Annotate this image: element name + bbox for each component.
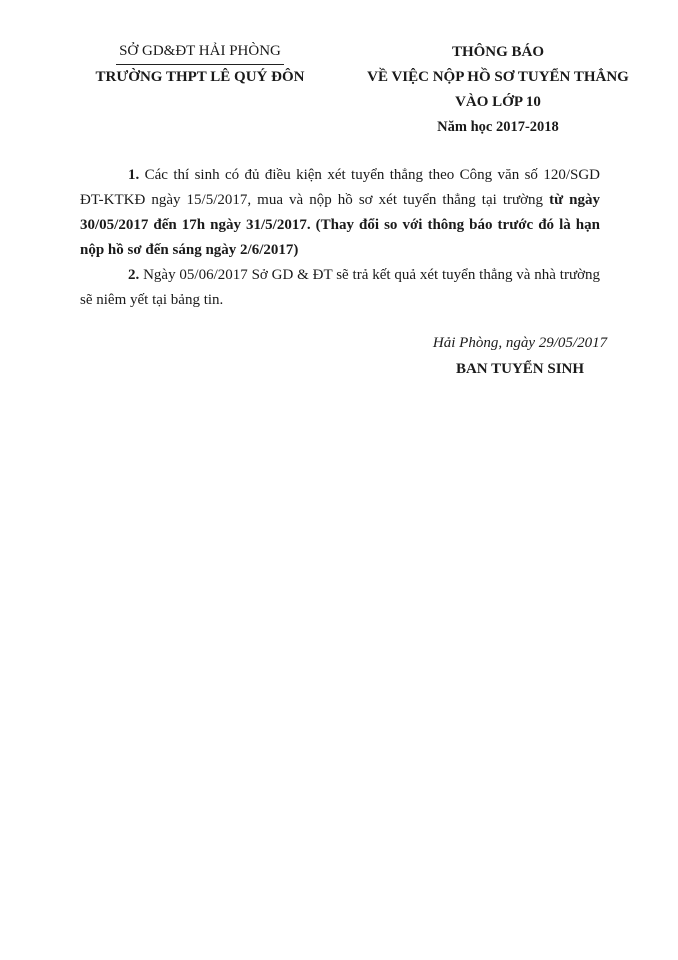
notice-item-1 [80, 163, 600, 263]
school-name: TRƯỜNG THPT LÊ QUÝ ĐÔN [95, 69, 305, 85]
notice-header [328, 40, 668, 140]
item-text-emphasis: từ ngày 30/05/2017 đến 17h ngày 31/5/2017. (Thay đổi so với thông báo trước đó là hạn nộp hồ sơ đến sáng ngày 2/6/2017) [80, 192, 600, 258]
issuer-header [82, 40, 318, 89]
item-number: 1. [128, 167, 145, 183]
department-name: SỞ GD&ĐT HẢI PHÒNG [82, 40, 318, 65]
item-text: Ngày 05/06/2017 Sở GD & ĐT sẽ trả kết quả xét tuyển thẳng và nhà trường sẽ niêm yết tại bảng tin. [80, 267, 601, 308]
place-and-date: Hải Phòng, ngày 29/05/2017 [432, 335, 608, 351]
notice-subject-line-2: VÀO LỚP 10 [455, 94, 541, 110]
notice-title: THÔNG BÁO [451, 44, 545, 60]
signoff-block [400, 330, 640, 382]
item-text: Các thí sinh có đủ điều kiện xét tuyển thẳng theo Công văn số 120/SGD ĐT-KTKĐ ngày 15/5/2017, mua và nộp hồ sơ xét tuyển thẳng tại trường [80, 167, 600, 208]
notice-subject-line-1: VỀ VIỆC NỘP HỒ SƠ TUYỂN THẲNG [367, 69, 629, 85]
notice-body [80, 163, 600, 313]
school-year: Năm học 2017-2018 [437, 119, 559, 135]
notice-item-2 [80, 263, 600, 313]
signer-name: BAN TUYỂN SINH [455, 361, 585, 377]
item-number: 2. [128, 267, 144, 283]
